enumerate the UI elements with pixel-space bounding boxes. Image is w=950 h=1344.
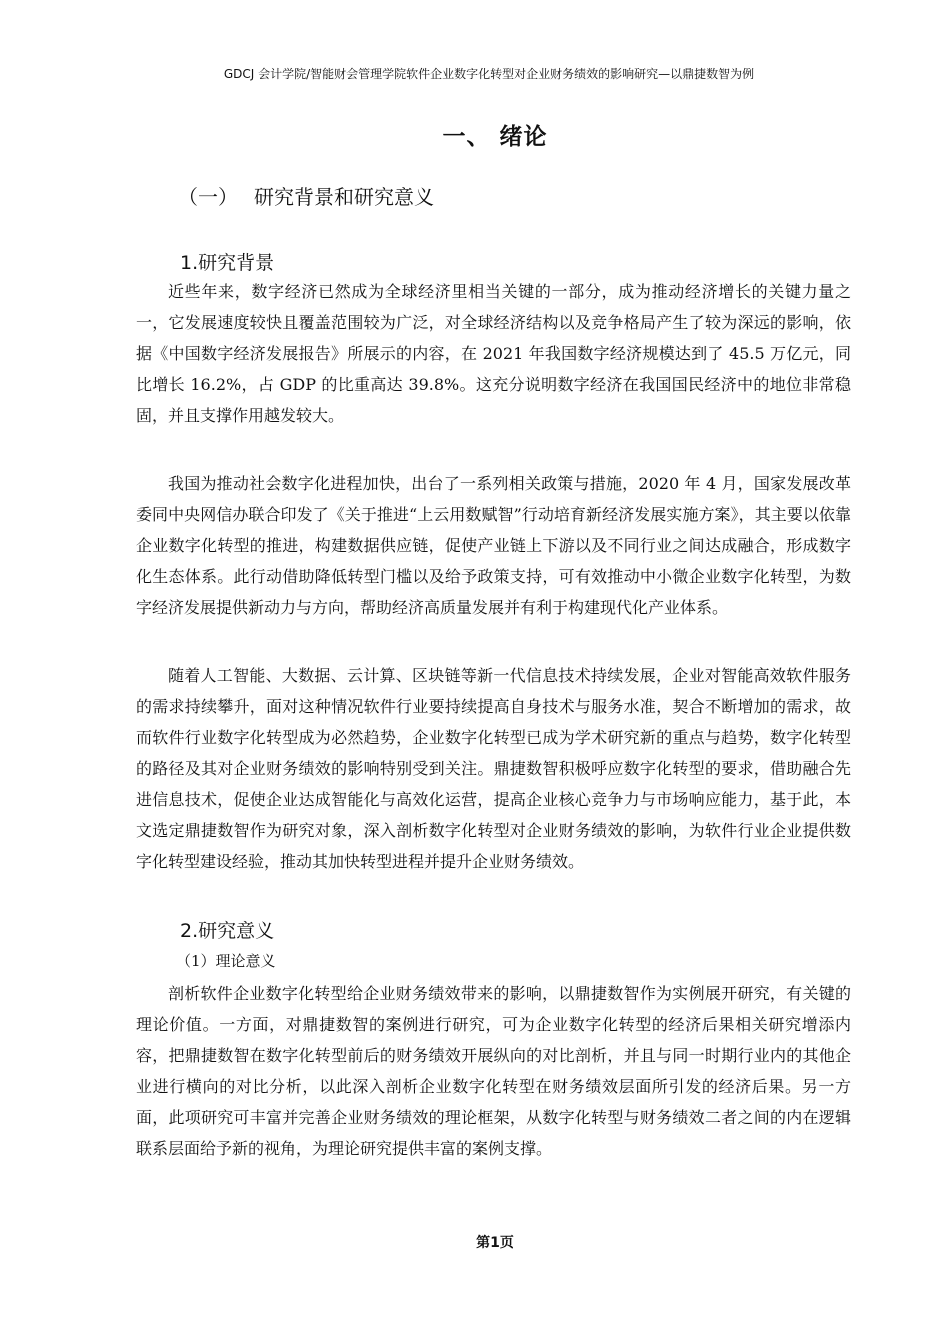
running-header: GDCJ 会计学院/智能财会管理学院软件企业数字化转型对企业财务绩效的影响研究—以鼎捷数智为例 [223,67,755,81]
paragraph-text: 近些年来，数字经济已然成为全球经济里相当关键的一部分，成为推动经济增长的关键力量之一，它发展速度较快且覆盖范围较为广泛，对全球经济结构以及竞争格局产生了较为深远的影响，依据《中国数字经济发展报告》所展示的内容，在 2021 年我国数字经济规模达到了 45.5 万亿元，同比增长 16.2%，占 GDP 的比重高达 39.8%。这充分说明数字经济在我国国民经济中的地位非常稳固，并且支撑作用越发较大。 [136,282,851,425]
background-paragraph-3 [136,660,851,877]
item-label-theoretical: （1）理论意义 [176,952,276,970]
subsection-title-significance: 2.研究意义 [180,920,275,942]
chapter-title: 一、 绪论 [442,124,548,150]
page-number: 第1页 [476,1235,514,1251]
paragraph-text: 剖析软件企业数字化转型给企业财务绩效带来的影响，以鼎捷数智作为实例展开研究，有关键的理论价值。一方面，对鼎捷数智的案例进行研究，可为企业数字化转型的经济后果相关研究增添内容，把鼎捷数智在数字化转型前后的财务绩效开展纵向的对比剖析，并且与同一时期行业内的其他企业进行横向的对比分析，以此深入剖析企业数字化转型在财务绩效层面所引发的经济后果。另一方面，此项研究可丰富并完善企业财务绩效的理论框架，从数字化转型与财务绩效二者之间的内在逻辑联系层面给予新的视角，为理论研究提供丰富的案例支撑。 [136,984,851,1158]
paragraph-text: 随着人工智能、大数据、云计算、区块链等新一代信息技术持续发展，企业对智能高效软件服务的需求持续攀升，面对这种情况软件行业要持续提高自身技术与服务水准，契合不断增加的需求，故而软件行业数字化转型成为必然趋势，企业数字化转型已成为学术研究新的重点与趋势，数字化转型的路径及其对企业财务绩效的影响特别受到关注。鼎捷数智积极呼应数字化转型的要求，借助融合先进信息技术，促使企业达成智能化与高效化运营，提高企业核心竞争力与市场响应能力，基于此，本文选定鼎捷数智作为研究对象，深入剖析数字化转型对企业财务绩效的影响，为软件行业企业提供数字化转型建设经验，推动其加快转型进程并提升企业财务绩效。 [136,666,851,871]
significance-paragraph-1 [136,978,851,1164]
background-paragraph-2 [136,468,851,623]
section-title-text: 研究背景和研究意义 [254,185,434,209]
section-number: （一） [178,185,238,209]
subsection-title-background: 1.研究背景 [180,252,275,274]
paragraph-text: 我国为推动社会数字化进程加快，出台了一系列相关政策与措施，2020 年 4 月，国家发展改革委同中央网信办联合印发了《关于推进“上云用数赋智”行动培育新经济发展实施方案》，其主要以依靠企业数字化转型的推进，构建数据供应链，促使产业链上下游以及不同行业之间达成融合，形成数字化生态体系。此行动借助降低转型门槛以及给予政策支持，可有效推动中小微企业数字化转型，为数字经济发展提供新动力与方向，帮助经济高质量发展并有利于构建现代化产业体系。 [136,474,851,617]
section-title [178,181,434,210]
background-paragraph-1 [136,276,851,431]
